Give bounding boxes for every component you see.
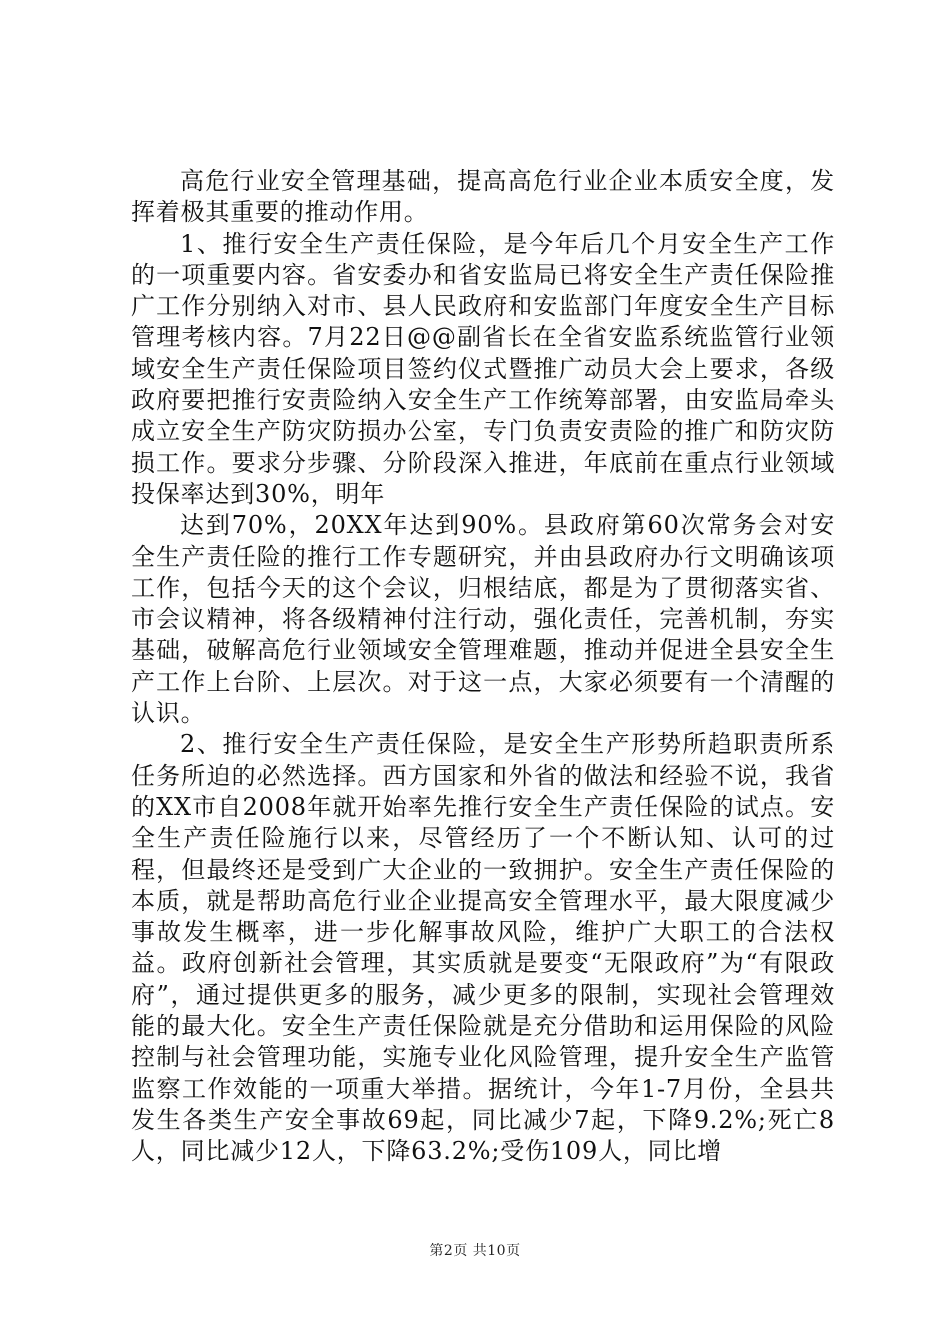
paragraph-3: 达到70%，20XX年达到90%。县政府第60次常务会对安全生产责任险的推行工作专题研究，并由县政府办行文明确该项工作，包括今天的这个会议，归根结底，都是为了贯彻落实省、市会议精神，将各级精神付注行动，强化责任，完善机制，夯实基础，破解高危行业领域安全管理难题，推动并促进全县安全生产工作上台阶、上层次。对于这一点，大家必须要有一个清醒的认识。 (131, 511, 835, 728)
paragraph-2: 1、推行安全生产责任保险，是今年后几个月安全生产工作的一项重要内容。省安委办和省安监局已将安全生产责任保险推广工作分别纳入对市、县人民政府和安监部门年度安全生产目标管理考核内容。7月22日@@副省长在全省安监系统监管行业领域安全生产责任保险项目签约仪式暨推广动员大会上要求，各级政府要把推行安责险纳入安全生产工作统筹部署，由安监局牵头成立安全生产防灾防损办公室，专门负责安责险的推广和防灾防损工作。要求分步骤、分阶段深入推进，年底前在重点行业领域投保率达到30%，明年 (131, 229, 835, 508)
paragraph-4: 2、推行安全生产责任保险，是安全生产形势所趋职责所系任务所迫的必然选择。西方国家和外省的做法和经验不说，我省的XX市自2008年就开始率先推行安全生产责任保险的试点。安全生产责任险施行以来，尽管经历了一个不断认知、认可的过程，但最终还是受到广大企业的一致拥护。安全生产责任保险的本质，就是帮助高危行业企业提高安全管理水平，最大限度减少事故发生概率，进一步化解事故风险，维护广大职工的合法权益。政府创新社会管理，其实质就是要变“无限政府”为“有限政府”，通过提供更多的服务，减少更多的限制，实现社会管理效能的最大化。安全生产责任保险就是充分借助和运用保险的风险控制与社会管理功能，实施专业化风险管理，提升安全生产监管监察工作效能的一项重大举措。据统计，今年1-7月份，全县共发生各类生产安全事故69起，同比减少7起，下降9.2%;死亡8人，同比减少12人，下降63.2%;受伤109人，同比增 (131, 730, 835, 1166)
paragraph-1: 高危行业安全管理基础，提高高危行业企业本质安全度，发挥着极其重要的推动作用。 (131, 167, 835, 227)
document-body (131, 166, 835, 1168)
page-number-footer: 第2页 共10页 (429, 1243, 521, 1259)
